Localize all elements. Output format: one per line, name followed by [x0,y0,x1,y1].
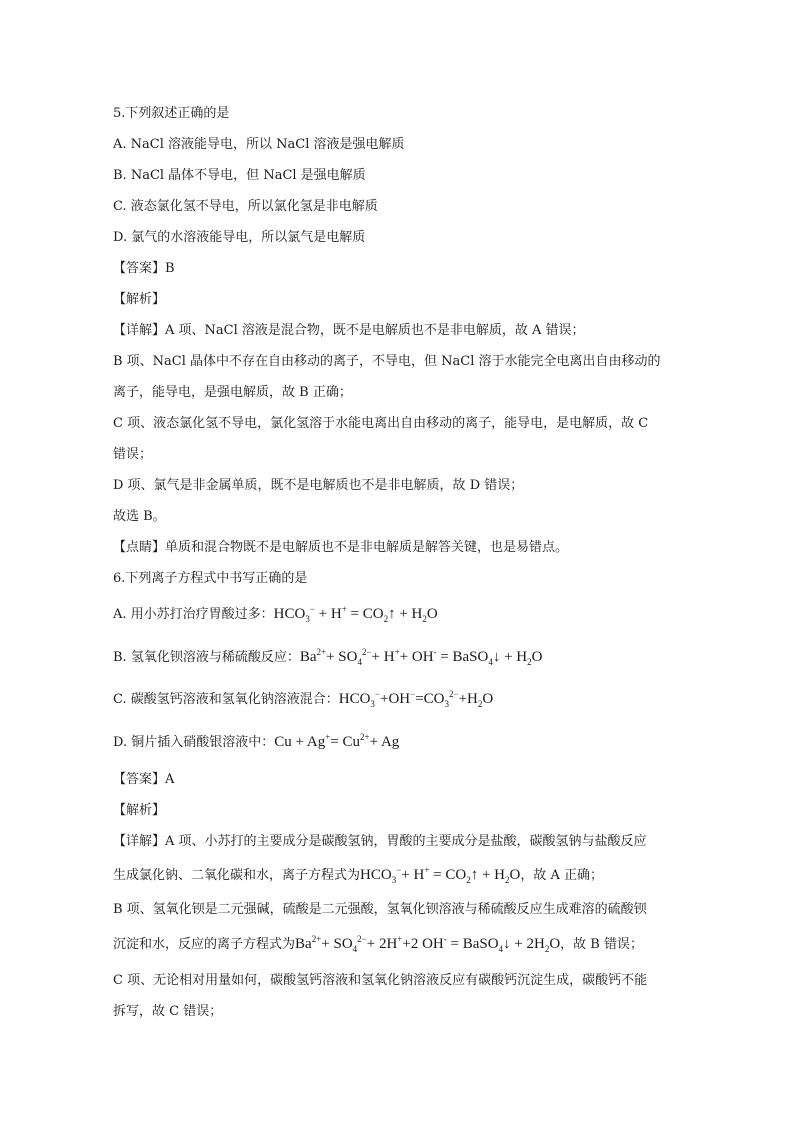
q6-option-d-text: D. 铜片插入硝酸银溶液中： [113,735,275,750]
q6-detail-a2-post: ，故 A 正确； [520,868,603,883]
q6-detail-a2 [113,866,603,885]
q5-stem: 5.下列叙述正确的是 [113,106,230,121]
q6-equation-a: $HCO_3^- + H^+$ = $CO_2↑ + H_2O$ [273,604,438,624]
q6-option-b-text: B. 氢氧化钡溶液与稀硫酸反应： [113,650,300,665]
q6-option-d [113,733,399,752]
q5-detail-d: D 项、氯气是非金属单质，既不是电解质也不是非电解质，故 D 错误； [113,478,524,493]
q5-option-b: B. NaCl 晶体不导电，但 NaCl 是强电解质 [113,168,366,183]
q6-answer: 【答案】A [113,772,175,787]
q6-detail-b2-post: ，故 B 错误； [560,937,643,952]
q6-detail-a2-pre: 生成氯化钠、二氧化碳和水，离子方程式为 [113,868,361,883]
q5-analysis-head: 【解析】 [113,292,166,307]
q6-option-c-text: C. 碳酸氢钙溶液和氢氧化钠溶液混合： [113,692,339,707]
q5-detail-c1: C 项、液态氯化氢不导电，氯化氢溶于水能电离出自由移动的离子，能导电，是电解质，故 C [113,416,649,431]
q6-option-a-text: A. 用小苏打治疗胃酸过多： [113,607,274,622]
q6-option-b [113,648,542,667]
q6-option-a [113,605,438,624]
q6-detail-b2-pre: 沉淀和水，反应的离子方程式为 [113,937,296,952]
q6-analysis-head: 【解析】 [113,803,166,818]
q5-option-d: D. 氯气的水溶液能导电，所以氯气是电解质 [113,230,366,245]
q6-detail-b2 [113,935,643,954]
q5-detail-b1: B 项、NaCl 晶体中不存在自由移动的离子，不导电，但 NaCl 溶于水能完全电离出自由移动的 [113,354,661,369]
q5-detail-c2: 错误； [113,447,153,462]
q6-detail-c1: C 项、无论相对用量如何，碳酸氢钙溶液和氢氧化钠溶液反应有碳酸钙沉淀生成，碳酸钙不能 [113,973,648,988]
q6-equation-d: $Cu + Ag^+= Cu^{2+}+ Ag$ [274,732,400,750]
q6-equation-b: $Ba^{2+}+ SO_4^{2-}+ H^++ OH^-$ = BaSO$_4$↓ + $H_2O$ [299,647,543,667]
q6-stem: 6.下列离子方程式中书写正确的是 [113,571,308,586]
q5-answer: 【答案】B [113,261,175,276]
q5-detail-b2: 离子，能导电，是强电解质，故 B 正确； [113,385,352,400]
q5-point: 【点睛】单质和混合物既不是电解质也不是非电解质是解答关键，也是易错点。 [113,540,569,555]
q6-detail-a1: 【详解】A 项、小苏打的主要成分是碳酸氢钠，胃酸的主要成分是盐酸，碳酸氢钠与盐酸反应 [113,834,647,849]
q5-conclusion: 故选 B。 [113,509,166,524]
q6-equation-c: $HCO_3^-+OH^-=CO_3^{2-}+H_2O$ [338,689,494,709]
q5-option-c: C. 液态氯化氢不导电，所以氯化氢是非电解质 [113,199,378,214]
q5-option-a: A. NaCl 溶液能导电，所以 NaCl 溶液是强电解质 [113,137,405,152]
q6-option-c [113,690,493,709]
q5-detail-a: 【详解】A 项、NaCl 溶液是混合物，既不是电解质也不是非电解质，故 A 错误； [113,323,585,338]
q6-detail-a2-equation: $HCO_3^-+ H^+$ = $CO_2↑ + H_2O$ [360,865,521,885]
q6-detail-b2-equation: $Ba^{2+}+ SO_4^{2-}+ 2H^++2$ OH- = BaSO$_4$↓ + $2H_2O$ [295,934,561,954]
q6-detail-b1: B 项、氢氧化钡是二元强碱，硫酸是二元强酸，氢氧化钡溶液与稀硫酸反应生成难溶的硫酸钡 [113,902,647,917]
q6-detail-c2: 拆写，故 C 错误； [113,1004,223,1019]
